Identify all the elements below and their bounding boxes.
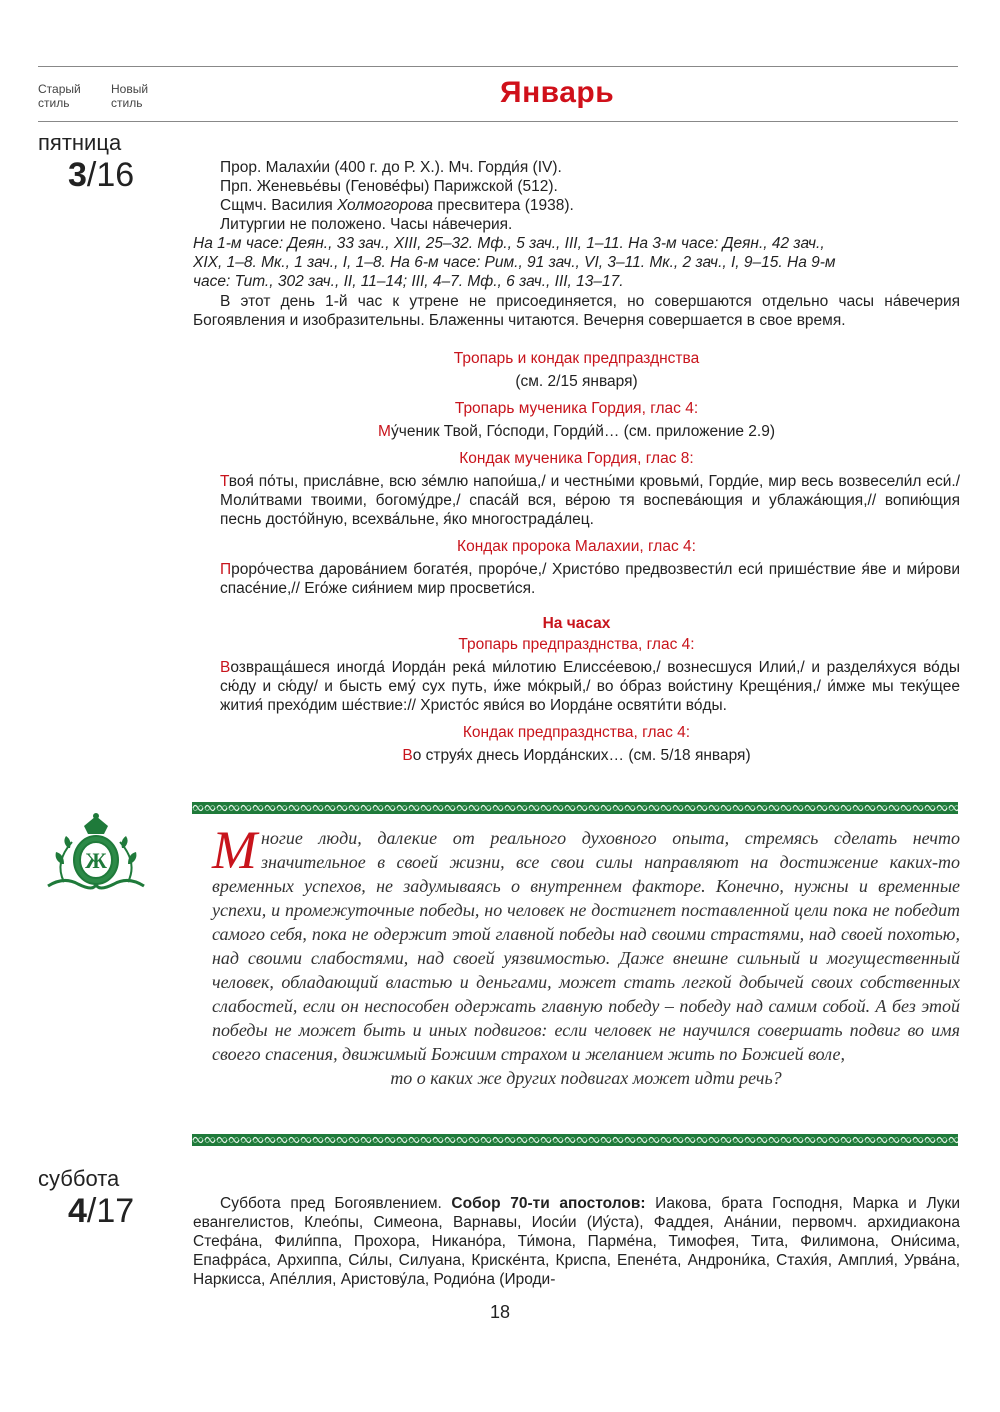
saints-line: Прор. Малахи́и (400 г. до Р. Х.). Мч. Горди́я (IV). [220, 159, 562, 176]
rubric-heading: Кондак мученика Гордия, глас 8: [459, 450, 694, 467]
new-date: /17 [86, 1192, 135, 1230]
saints-line: Сщмч. Василия Холмогорова пресвитера (1938). [220, 197, 574, 214]
quote-dropcap: М [212, 820, 257, 880]
reading-line: часе: Тит., 302 зач., II, 11–14; III, 4–7. Мф., 6 зач., III, 13–17. [193, 273, 624, 290]
weekday-saturday: суббота [38, 1166, 120, 1191]
ornament-border-bottom [192, 1134, 958, 1146]
old-style-label: Старый стиль [38, 82, 81, 110]
patriarch-emblem [44, 812, 148, 892]
hymns [193, 346, 960, 765]
date-4-17 [68, 1192, 134, 1231]
section-title: На часах [542, 615, 611, 632]
readings [193, 234, 960, 291]
quote-last-line: то о каких же других подвигах может идти речь? [390, 1068, 782, 1088]
quote-text: ногие люди, далекие от реального духовного опыта, стремясь сделать нечто значительное в своей жизни, все свои силы направляют на достижение каких-то временных успехов, не задумываясь о внутреннем факторе. Конечно, нужны и временные успехи, и промежуточные победы, но человек не достигнет поставленной цели пока не победит самого себя, пока не одержит этой главной победы над своими страстями, над своей похотью, над своими слабостями, над своей уязвимостью. Даже внешне сильный и могущественный человек, обладающий властью и деньгами, может стать легкой добычей своих собственных слабостей, если он неспособен одержать главную победу – победу над самим собой. А без этой победы не может быть и иных подвигов: если человек не научился совершать подвиг во имя своего спасения, движимый Божиим страхом и желанием жить по Божией воле, [212, 828, 960, 1064]
hymn-text: Проро́чества дарова́нием богате́я, проро́че,/ Христо́во предвозвести́л еси́ прише́ствие я́ве и ми́рови спасе́ние,// Его́же сия́нием мир просвети́ся. [220, 561, 960, 597]
service-note: В этот день 1-й час к утрене не присоединяется, но совершаются отдельно часы на́вечерия Богоявления и изобразительны. Блаженны читаются. Вечерня совершается в свое время. [193, 293, 960, 329]
liturgy-note: Литургии не положено. Часы на́вечерия. [220, 216, 513, 233]
day2-content [193, 1194, 960, 1290]
rubric-heading: Тропарь мученика Гордия, глас 4: [454, 400, 699, 417]
new-date: /16 [86, 156, 135, 194]
hymn-text: Во струя́х днесь Иорда́нских… (см. 5/18 января) [402, 747, 751, 764]
reading-line: XIX, 1–8. Мк., 1 зач., I, 1–8. На 6-м часе: Рим., 91 зач., VI, 3–11. Мк., 2 зач., I, 9–15. На 9-м [193, 254, 836, 271]
top-rule [38, 66, 958, 67]
saints-line: Прп. Женевье́вы (Генове́фы) Парижской (512). [220, 178, 558, 195]
header-rule [38, 121, 958, 122]
svg-text:Ж: Ж [85, 848, 107, 873]
quote-block [212, 820, 960, 1090]
rubric-heading: Тропарь и кондак предпразднства [453, 350, 700, 367]
date-3-16 [68, 156, 134, 195]
day1-content [220, 158, 960, 234]
rubric-heading: Тропарь предпразднства, глас 4: [458, 636, 695, 653]
old-date: 3 [68, 156, 87, 194]
ornament-border-top [192, 802, 958, 814]
day2-intro: Суббота пред Богоявлением. [220, 1195, 452, 1212]
hymn-text: Му́ченик Твой, Го́споди, Горди́й… (см. приложение 2.9) [377, 423, 776, 440]
day2-apostles: Иакова, брата Господня, Марка и Луки евангелистов, Клео́пы, Симеона, Варнавы, Иоси́и (Иу́ста), Фаддея, Ана́нии, первомч. архидиакона Стефа́на, Фили́ппа, Прохора, Никано́ра, Ти́мона, Парме́на, Тимофея, Тита, Филимона, Они́сима, Епафра́са, Архиппа, Си́лы, Силуана, Криске́нта, Криспа, Епене́та, Андрони́ка, Стахи́я, Амплия́, Урва́на, Наркисса, Апе́ллия, Аристову́ла, Родио́на (Ироди- [193, 1195, 960, 1288]
reference: (см. 2/15 января) [515, 373, 638, 390]
weekday-friday: пятница [38, 130, 122, 155]
old-date: 4 [68, 1192, 87, 1230]
new-style-label: Новый стиль [111, 82, 149, 110]
month-title: Январь [500, 76, 615, 109]
page-number: 18 [489, 1302, 511, 1322]
hymn-text: Возвраща́шеся иногда́ Иорда́н река́ ми́лотию Елиссе́евою,/ вознесшуся Илии́,/ и разделя́хуся во́ды сю́ду и сю́ду/ и бысть ему́ сух путь, и́же мо́крый,/ во о́браз вои́стину Креще́ния,/ и́мже мы теку́щее жития́ прехо́дим ше́ствие:// Христо́с яви́ся во Иорда́не освяти́ти во́ды. [220, 659, 960, 714]
rubric-heading: Кондак пророка Малахии, глас 4: [457, 538, 696, 555]
reading-line: На 1-м часе: Деян., 33 зач., XIII, 25–32. Мф., 5 зач., III, 1–11. На 3-м часе: Деян., 42 зач., [193, 235, 825, 252]
rubric-heading: Кондак предпразднства, глас 4: [462, 724, 691, 741]
hymn-text: Твоя́ по́ты, присла́вне, всю зе́млю напои́ша,/ и честны́ми кровьми́, Горди́е, мир весь возвесели́л еси́./ Моли́твами твоими, богому́дре,/ спаса́й вся, ве́рою тя воспева́ющия и ублажа́ющия,// вопию́щия песнь досто́йную, всехва́льне, я́ко многострада́лец. [220, 473, 960, 528]
day2-feast: Собор 70-ти апостолов: [451, 1195, 646, 1212]
